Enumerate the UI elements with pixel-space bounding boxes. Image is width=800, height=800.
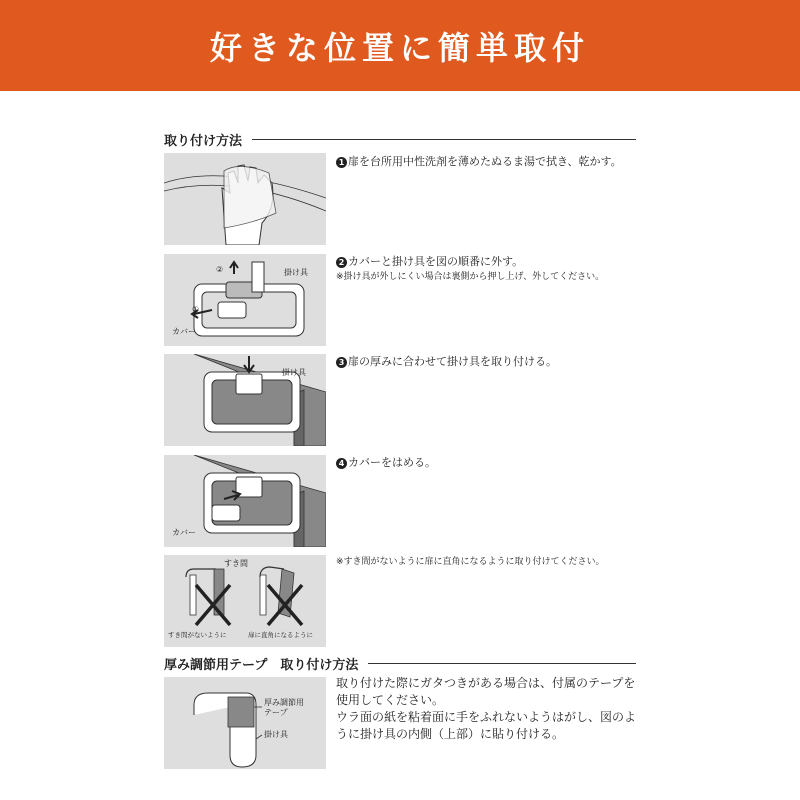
- arrow-up-icon: [230, 262, 238, 274]
- step-text: カバーをはめる。: [348, 456, 436, 469]
- hand-wiping-icon: [164, 153, 326, 245]
- title-banner: [0, 0, 800, 91]
- section-heading-label: 厚み調節用テープ 取り付け方法: [164, 658, 359, 673]
- heading-rule: [368, 663, 636, 664]
- illustration-remove-parts: [164, 254, 326, 346]
- caution-text: ※すき間がないように扉に直角になるように取り付けてください。: [336, 557, 605, 567]
- label-tape-2: テープ: [264, 708, 288, 717]
- label-kakegu: 掛け具: [282, 368, 306, 377]
- label-right-angle: 扉に直角になるように: [248, 631, 313, 639]
- step-3: [336, 354, 636, 369]
- illustration-attach-hook: [164, 354, 326, 446]
- label-kakegu: 掛け具: [284, 268, 308, 277]
- illustration-caution: [164, 555, 326, 647]
- label-kakegu: 掛け具: [264, 730, 288, 739]
- step-2: [336, 254, 636, 284]
- step-number: 2: [336, 257, 347, 268]
- label-sukima: すき間: [224, 559, 248, 568]
- tape-line-1: 取り付けた際にガタつきがある場合は、付属のテープを使用してください。: [336, 676, 636, 707]
- tape-instructions: [336, 675, 638, 743]
- section-heading-tape: [164, 654, 636, 673]
- section-heading-install: [164, 130, 636, 149]
- step-number: 4: [336, 458, 347, 469]
- label-no-gap: すき間がないように: [168, 631, 227, 639]
- cross-mark-icon: [196, 585, 230, 625]
- illustration-tape: [164, 677, 326, 769]
- banner-title: 好きな位置に簡単取付: [209, 28, 590, 67]
- label-order-1: ①: [192, 305, 200, 314]
- step-1: [336, 154, 636, 169]
- step-note: ※掛け具が外しにくい場合は裏側から押し上げ、外してください。: [336, 272, 605, 282]
- step-number: 3: [336, 357, 347, 368]
- caution-note: [336, 554, 636, 569]
- tape-line-2: ウラ面の紙を粘着面に手をふれないようはがし、図のように掛け具の内側（上部）に貼り付ける。: [336, 710, 637, 741]
- illustration-attach-cover: [164, 455, 326, 547]
- step-text: 扉を台所用中性洗剤を薄めたぬるま湯で拭き、乾かす。: [348, 155, 622, 168]
- section-heading-label: 取り付け方法: [164, 134, 243, 149]
- step-text: カバーと掛け具を図の順番に外す。: [348, 255, 524, 268]
- label-cover: カバー: [172, 528, 196, 537]
- heading-rule: [252, 139, 636, 140]
- label-tape: 厚み調節用: [264, 698, 304, 707]
- illustration-wipe-door: [164, 153, 326, 245]
- label-order-2: ②: [216, 265, 224, 274]
- step-text: 扉の厚みに合わせて掛け具を取り付ける。: [348, 355, 557, 368]
- step-4: [336, 455, 636, 470]
- label-cover: カバー: [172, 327, 196, 336]
- step-number: 1: [336, 157, 347, 168]
